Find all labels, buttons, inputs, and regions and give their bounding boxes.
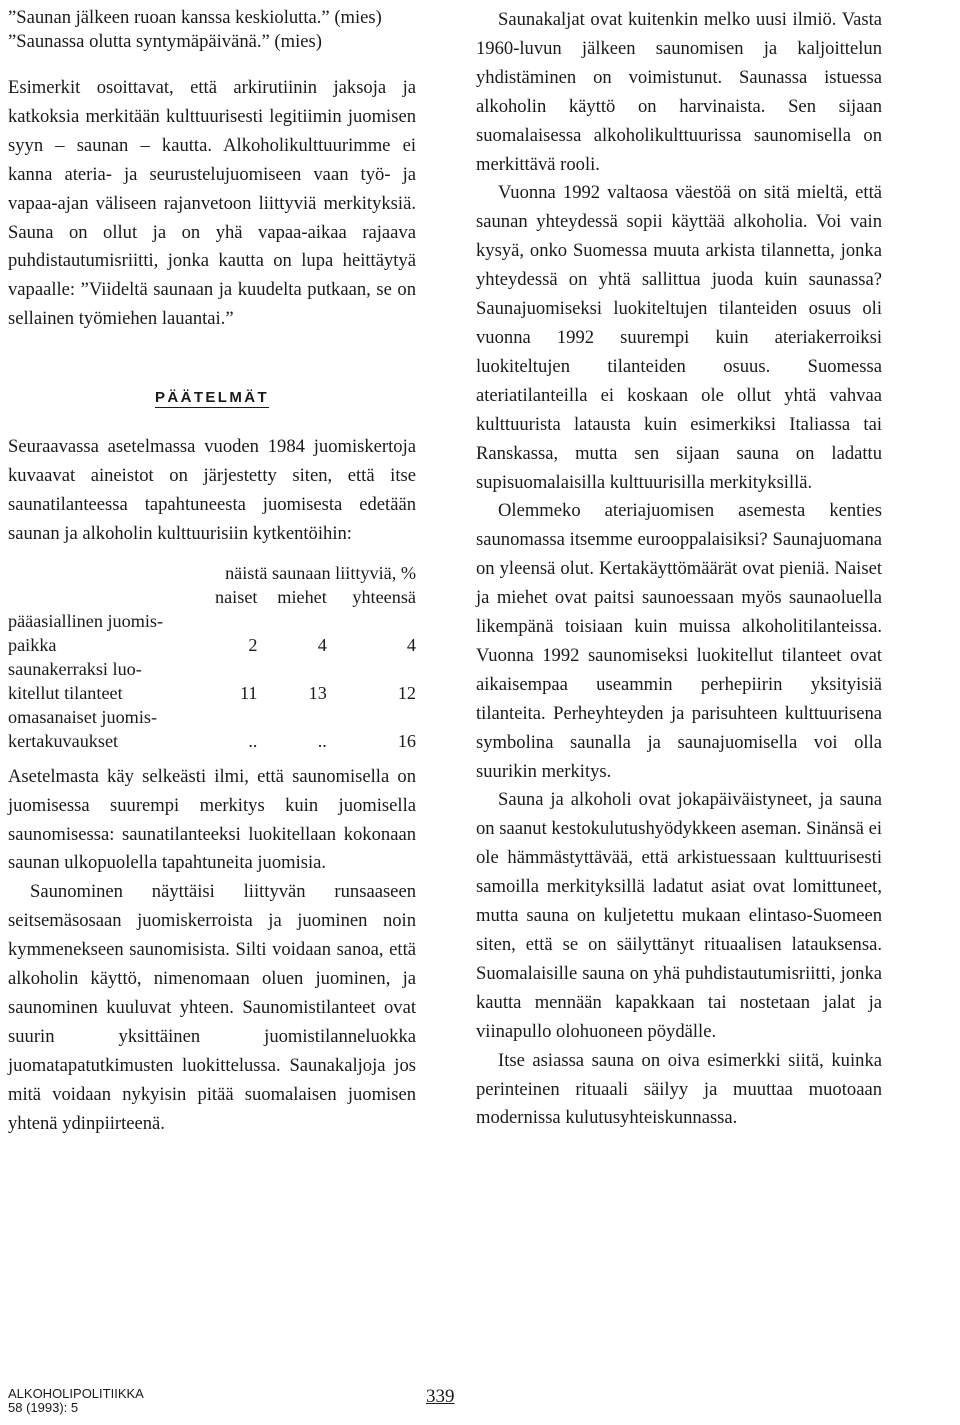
row-label: paikka — [8, 634, 57, 655]
left-column — [8, 6, 416, 1138]
data-table — [8, 561, 416, 753]
paragraph: Asetelmasta käy selkeästi ilmi, että saunomisella on juomisessa suurempi merkitys kuin juomisella saunomisessa: saunatilanteeksi luokitellaan kokonaan saunan ulkopuolella tapahtuneita juomisia. — [8, 765, 416, 874]
table-cell: 4 — [317, 634, 327, 655]
column-header: miehet — [277, 586, 327, 607]
table-row — [8, 633, 416, 657]
section-heading — [8, 384, 416, 413]
table-caption: näistä saunaan liittyviä, % — [225, 562, 416, 583]
paragraph: Itse asiassa sauna on oiva esimerkki siitä, kuinka perinteinen rituaali säilyy ja muuttaa muotoaan modernissa kulutusyhteiskunnassa. — [476, 1049, 882, 1129]
right-column — [476, 6, 882, 1133]
row-label: omasanaiset juomis- — [8, 706, 158, 727]
paragraph: Vuonna 1992 valtaosa väestöä on sitä mieltä, että saunan yhteydessä sopii käyttää alkoholia. Voi vain kysyä, onko Suomessa muuta arkista tilannetta, jonka yhteydessä on yhtä sallittua juoda kuin saunassa? Saunajuomiseksi luokiteltujen tilanteiden osuus oli vuonna 1992 suurempi kuin ateriakerroiksi luokiteltujen tilanteiden osuus. Suomessa ateriatilanteilla ei koskaan ole ollut yhtä vahvaa kulttuurista latausta kuin esimerkiksi Italiassa tai Ranskassa, mutta sen sijaan sauna on ladattu supisuomalaisilla kulttuurisilla merkityksillä. — [476, 182, 882, 493]
table-row — [8, 729, 416, 753]
table-row — [8, 609, 416, 633]
table-cell: 13 — [308, 682, 327, 703]
row-label: kertakuvaukset — [8, 730, 119, 751]
paragraph: Saunakaljat ovat kuitenkin melko uusi ilmiö. Vasta 1960-luvun jälkeen saunomisen ja kaljoittelun yhdistäminen on voimistunut. Saunassa istuessa alkoholin käyttö on harvinaista. Sen sijaan suomalaisessa alkoholikulttuurissa saunomisella on merkittävä rooli. — [476, 9, 882, 175]
row-label: saunakerraksi luo- — [8, 658, 142, 679]
quote-line: ”Saunan jälkeen ruoan kanssa keskiolutta.” (mies) — [8, 7, 382, 28]
table-cell: 4 — [406, 634, 416, 655]
page-number: 339 — [426, 1386, 455, 1407]
table-cell: 2 — [248, 634, 258, 655]
paragraph: Sauna ja alkoholi ovat jokapäiväistyneet, ja sauna on saanut kestokulutushyödykkeen aseman. Sinänsä ei ole hämmästyttävää, että arkistuessaan kulttuurisesti samoilla merkityksillä ladatut asiat ovat lomittuneet, mutta sauna on kuljetettu mukaan elintaso-Suomeen siten, että se on säilyttänyt rituaalisen latauksensa. Suomalaisille sauna on yhä puhdistautumisriitti, jonka kautta mennään kapakkaan tai nostetaan jalat ja viinapullo olohuoneen pöydälle. — [476, 789, 882, 1042]
table-cell: 16 — [397, 730, 416, 751]
paragraph: Saunominen näyttäisi liittyvän runsaaseen seitsemäsosaan juomiskerroista ja juominen noin kymmenekseen saunomisista. Silti voidaan sanoa, että alkoholin käyttö, nimenomaan oluen juominen, ja saunominen kuuluvat yhteen. Saunomistilanteet ovat suurin yksittäinen juomistilanneluokka juomatapatutkimusten luokittelussa. Saunakaljoja jos mitä voidaan nykyisin pitää suomalaisen juomisen yhtenä ydinpiirteenä. — [8, 881, 416, 1134]
table-cell: .. — [317, 730, 327, 751]
journal-issue: 58 (1993): 5 — [8, 1400, 79, 1415]
table-cell: 12 — [397, 682, 416, 703]
column-header: naiset — [215, 586, 258, 607]
paragraph: Esimerkit osoittavat, että arkirutiinin jaksoja ja katkoksia merkitään kulttuurisesti legitiimin juomisen syyn – saunan – kautta. Alkoholikulttuurimme ei kanna ateria- ja seurustelujuomiseen vaan työ- ja vapaa-ajan väliseen rajanvetoon liittyviä merkityksiä. Sauna on ollut ja on yhä vapaa-aikaa rajaava puhdistautumisriitti, jonka kautta on lupa heittäytyä vapaalle: ”Viideltä saunaan ja kuudelta putkaan, se on sellainen työmiehen lauantai.” — [8, 77, 416, 330]
row-label: pääasiallinen juomis- — [8, 610, 164, 631]
table-row — [8, 657, 416, 681]
table-cell: .. — [248, 730, 258, 751]
footer — [8, 1387, 144, 1415]
table-cell: 11 — [239, 682, 258, 703]
row-label: kitellut tilanteet — [8, 682, 123, 703]
table-row — [8, 681, 416, 705]
paragraph: Olemmeko ateriajuomisen asemesta kenties saunomassa itsemme eurooppalaisiksi? Saunajuomana on yleensä olut. Kertakäyttömäärät ovat pieniä. Naiset ja miehet ovat paitsi saunoessaan myös saunaoluella likempänä toisiaan kuin muissa alkoholitilanteissa. Vuonna 1992 saunomiseksi luokitellut tilanteet ovat aikaisempaa useammin perhepiirin yksityisiä tilanteita. Perheyhteyden ja parisuhteen kulttuurisena symbolina saunalla ja saunajuomisella voi olla suurikin merkitys. — [476, 500, 882, 782]
section-heading-text: PÄÄTELMÄT — [154, 389, 270, 407]
table-row — [8, 705, 416, 729]
quote-line: ”Saunassa olutta syntymäpäivänä.” (mies) — [8, 31, 322, 52]
column-header: yhteensä — [352, 586, 416, 607]
journal-name: ALKOHOLIPOLITIIKKA — [8, 1386, 144, 1401]
paragraph: Seuraavassa asetelmassa vuoden 1984 juomiskertoja kuvaavat aineistot on järjestetty siten, että itse saunatilanteessa tapahtuneesta juomisesta edetään saunan ja alkoholin kulttuurisiin kytkentöihin: — [8, 436, 416, 544]
